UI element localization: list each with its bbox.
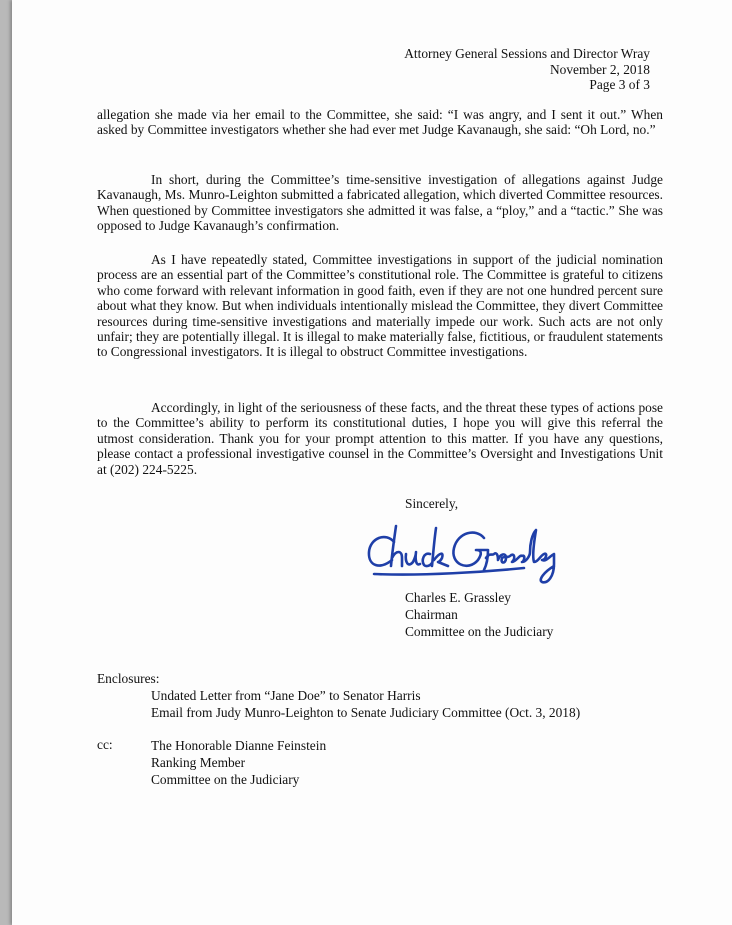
- signer-name: Charles E. Grassley: [405, 590, 511, 605]
- signer-title: Chairman: [405, 607, 458, 622]
- signature-block: [405, 589, 553, 640]
- cc-list: [151, 737, 326, 788]
- enclosure-item: Email from Judy Munro-Leighton to Senate Judiciary Committee (Oct. 3, 2018): [151, 705, 581, 720]
- paragraph-2: [97, 172, 663, 234]
- closing-salutation: Sincerely,: [405, 496, 459, 511]
- letter-page: [12, 0, 732, 925]
- paragraph-text: As I have repeatedly stated, Committee investigations in support of the judicial nomination process are an essential part of the Committee’s constitutional role. The Committee is grateful to citizens who come forward with relevant information in good faith, even if they are not one hundred percent sure about what they know. But when individuals intentionally mislead the Committee, they divert Committee resources during time-sensitive investigations and materially impede our work. Such acts are not only unfair; they are potentially illegal. It is illegal to make materially false, fictitious, or fraudulent statements to Congressional investigators. It is illegal to obstruct Committee investigations.: [97, 252, 663, 360]
- header-page-number: Page 3 of 3: [589, 77, 650, 93]
- paragraph-text: allegation she made via her email to the Committee, she said: “I was angry, and I sent it out.” When asked by Committee investigators whether she had ever met Judge Kavanaugh, she said: “Oh Lord, no.”: [97, 107, 663, 138]
- cc-recipient: The Honorable Dianne Feinstein: [151, 738, 327, 753]
- cc-recipient-committee: Committee on the Judiciary: [151, 772, 300, 787]
- paragraph-4: [97, 400, 663, 477]
- paragraph-3: [97, 252, 663, 360]
- handwritten-signature: [364, 522, 572, 588]
- paragraph-text: In short, during the Committee’s time-sensitive investigation of allegations against Judge Kavanaugh, Ms. Munro-Leighton submitted a fabricated allegation, which diverted Committee resources. When questioned by Committee investigators she admitted it was false, a “ploy,” and a “tactic.” She was opposed to Judge Kavanaugh’s confirmation.: [97, 172, 663, 234]
- enclosures-list: [151, 687, 580, 721]
- cc-recipient-title: Ranking Member: [151, 755, 246, 770]
- paragraph-1: [97, 107, 663, 138]
- paragraph-text: Accordingly, in light of the seriousness of these facts, and the threat these types of actions pose to the Committee’s ability to perform its constitutional duties, I hope you will give this referral the utmost consideration. Thank you for your prompt attention to this matter. If you have any questions, please contact a professional investigative counsel in the Committee’s Oversight and Investigations Unit at (202) 224-5225.: [97, 400, 663, 477]
- letter-header: [404, 46, 650, 93]
- header-date: November 2, 2018: [549, 61, 650, 77]
- header-addressee: Attorney General Sessions and Director Wray: [404, 46, 650, 61]
- signer-committee: Committee on the Judiciary: [405, 624, 554, 639]
- cc-label: cc:: [97, 737, 113, 752]
- enclosure-item: Undated Letter from “Jane Doe” to Senator Harris: [151, 688, 421, 703]
- enclosures-label: Enclosures:: [97, 671, 160, 686]
